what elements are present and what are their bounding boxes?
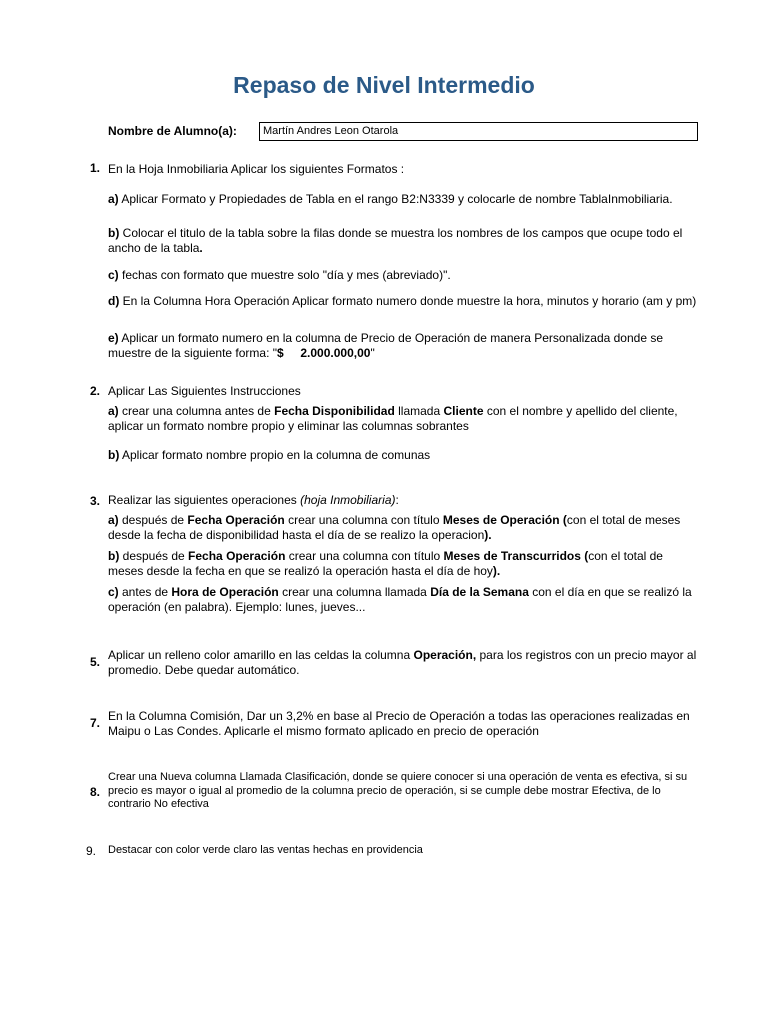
question-1e-letter: e): [108, 331, 119, 345]
question-2-intro: Aplicar Las Siguientes Instrucciones: [108, 384, 301, 398]
question-1c-letter: c): [108, 268, 119, 282]
question-3b-letter: b): [108, 549, 120, 563]
question-3-number: 3.: [90, 494, 101, 508]
question-1d-letter: d): [108, 294, 120, 308]
question-9-text: Destacar con color verde claro las ventas hechas en providencia: [108, 844, 423, 856]
question-1a: [108, 192, 698, 207]
question-9-number: 9.: [86, 844, 97, 858]
question-1b-end: .: [199, 240, 203, 255]
question-1a-text: Aplicar Formato y Propiedades de Tabla en el rango B2:N3339 y colocarle de nombre TablaInmobiliaria.: [118, 192, 673, 206]
question-3c-letter: c): [108, 585, 119, 599]
question-1b-letter: b): [108, 226, 120, 240]
question-1c-text: fechas con formato que muestre solo "día y mes (abreviado)".: [118, 268, 451, 282]
question-1a-letter: a): [108, 192, 119, 206]
question-8-text: Crear una Nueva columna Llamada Clasificación, donde se quiere conocer si una operación de venta es efectiva, si su precio es mayor o igual al promedio de la columna precio de operación, si se cumple debe mostrar Efectiva, de lo contrario No efectiva: [108, 771, 688, 810]
student-name-label: Nombre de Alumno(a):: [108, 124, 237, 138]
student-name-field[interactable]: Martín Andres Leon Otarola: [259, 122, 698, 141]
question-5-text: Aplicar un relleno color amarillo en las celdas la columna Operación, para los registros con un precio mayor al promedio. Debe quedar automático.: [108, 648, 697, 677]
question-1e-end: ": [370, 345, 375, 360]
question-2a: a) crear una columna antes de Fecha Disponibilidad llamada Cliente con el nombre y apellido del cliente, aplicar un formato nombre propio y eliminar las columnas sobrantes: [108, 404, 678, 433]
question-7-text: En la Columna Comisión, Dar un 3,2% en base al Precio de Operación a todas las operaciones realizadas en Maipu o Las Condes. Aplicarle el mismo formato aplicado en precio de operación: [108, 709, 690, 738]
question-3b: b) después de Fecha Operación crear una columna con título Meses de Transcurridos (con el total de meses desde la fecha en que se realizó la operación hasta el día de hoy).: [108, 549, 663, 578]
question-1d: [108, 294, 698, 309]
question-7-number: 7.: [90, 716, 101, 730]
question-2b: b) Aplicar formato nombre propio en la columna de comunas: [108, 448, 431, 462]
question-1e-text: Aplicar un formato numero en la columna de Precio de Operación de manera Personalizada donde se muestre de la siguiente forma: ": [108, 331, 663, 360]
question-8-number: 8.: [90, 785, 101, 799]
page-title: Repaso de Nivel Intermedio: [233, 72, 535, 98]
question-5-number: 5.: [90, 655, 101, 669]
question-1c: [108, 268, 698, 283]
question-2b-letter: b): [108, 448, 120, 462]
question-3c: c) antes de Hora de Operación crear una columna llamada Día de la Semana con el día en que se realizó la operación (en palabra). Ejemplo: lunes, jueves...: [108, 585, 692, 614]
question-3a-letter: a): [108, 513, 119, 527]
question-1b-text: Colocar el titulo de la tabla sobre la filas donde se muestra los nombres de los campos que ocupe todo el ancho de la tabla: [108, 226, 683, 255]
question-2a-letter: a): [108, 404, 119, 418]
question-1e: [108, 331, 698, 360]
question-1e-value: $ 2.000.000,00: [277, 345, 371, 360]
question-1b: [108, 226, 698, 255]
question-3a: a) después de Fecha Operación crear una columna con título Meses de Operación (con el total de meses desde la fecha de disponibilidad hasta el día de se realizo la operacion).: [108, 513, 681, 542]
question-1-number: 1.: [90, 161, 101, 175]
question-1-intro: En la Hoja Inmobiliaria Aplicar los siguientes Formatos :: [108, 162, 405, 176]
question-2-number: 2.: [90, 384, 101, 398]
question-3-intro: Realizar las siguientes operaciones (hoja Inmobiliaria):: [108, 493, 399, 507]
question-1d-text: En la Columna Hora Operación Aplicar formato numero donde muestre la hora, minutos y horario (am y pm): [119, 294, 697, 308]
